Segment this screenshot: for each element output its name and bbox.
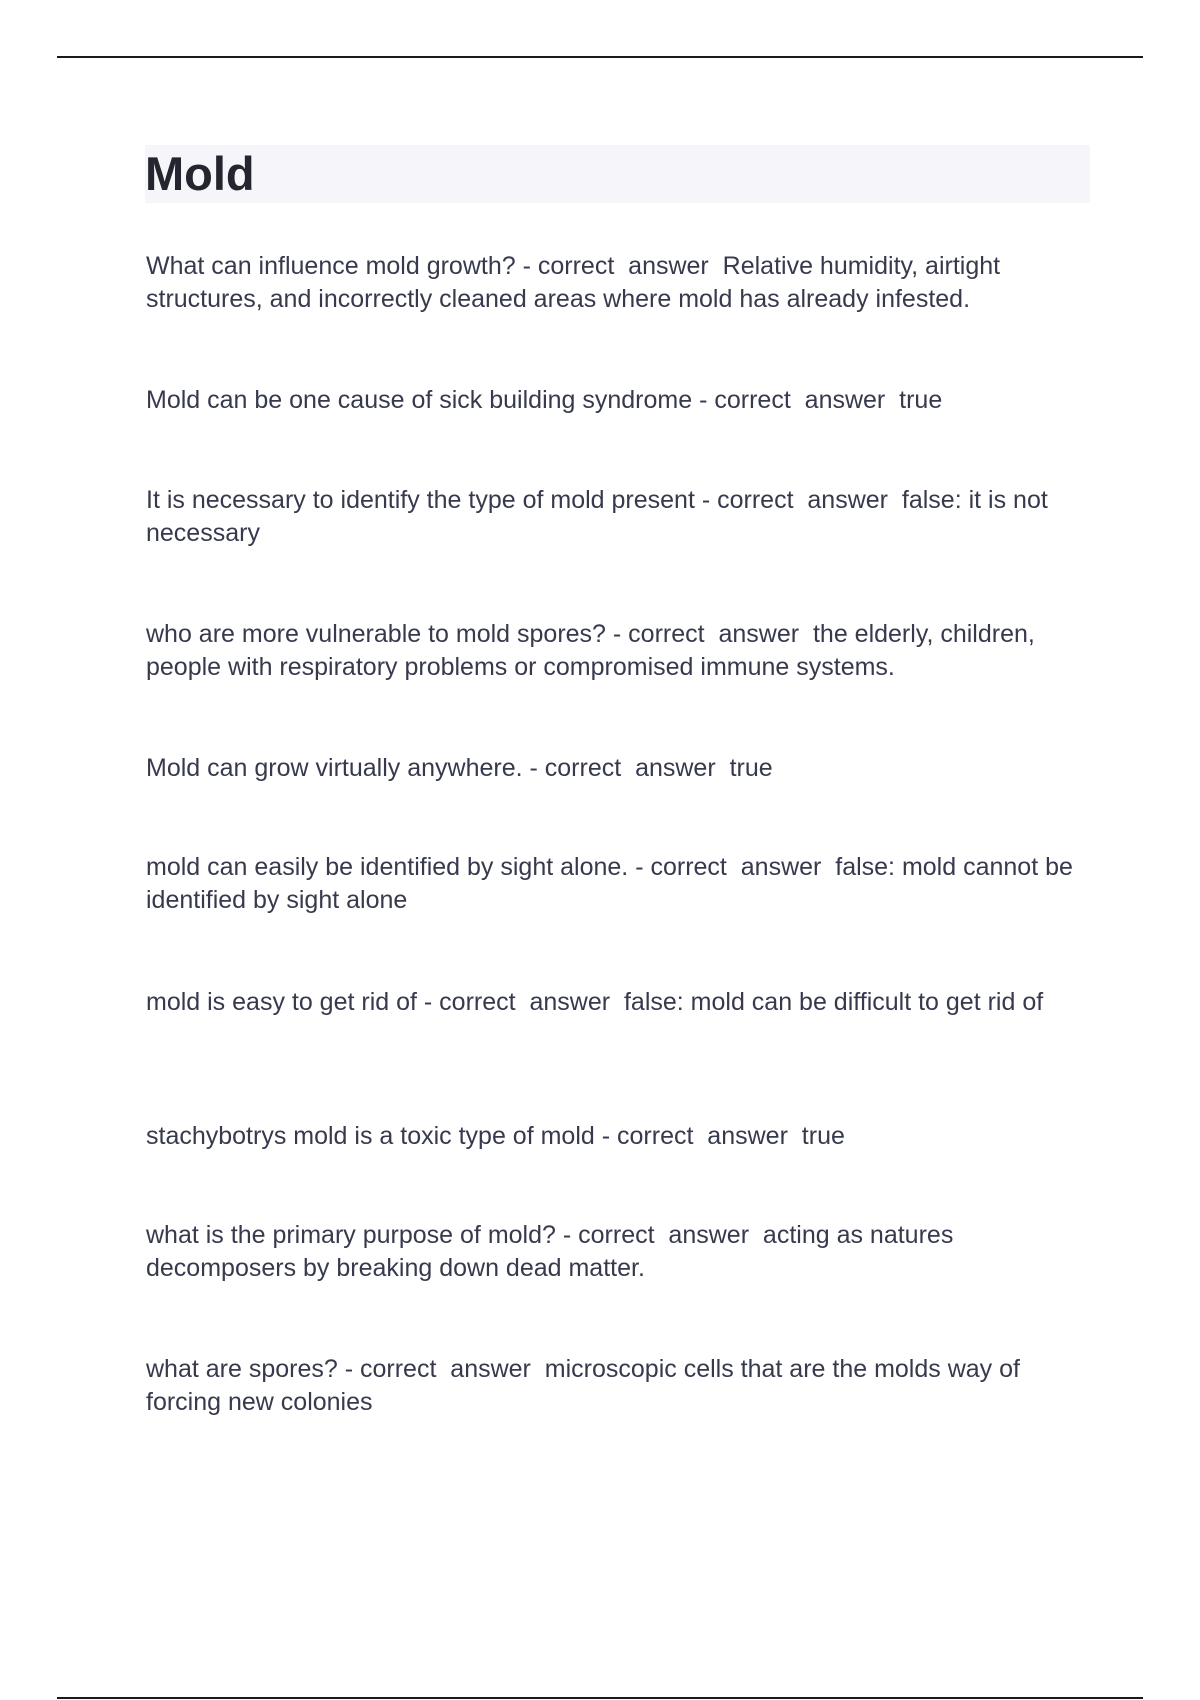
answer-separator: - correct answer — [337, 1355, 545, 1383]
question-text: what are spores? — [146, 1355, 338, 1383]
answer-separator: - correct answer — [416, 988, 624, 1016]
qa-item-2 — [146, 384, 1091, 417]
answer-text: false: mold cannot be identified by sight alone — [146, 853, 1080, 914]
qa-item-10 — [146, 1353, 1091, 1419]
answer-separator: - correct answer — [694, 486, 902, 514]
bottom-rule — [57, 1697, 1143, 1699]
question-text: mold is easy to get rid of — [146, 988, 417, 1016]
answer-text: true — [899, 386, 943, 414]
question-text: mold can easily be identified by sight alone. — [146, 853, 629, 881]
question-text: It is necessary to identify the type of mold present — [146, 486, 695, 514]
answer-text: microscopic cells that are the molds way of forcing new colonies — [146, 1355, 1027, 1416]
answer-text: false: it is not necessary — [146, 486, 1055, 547]
qa-item-6 — [146, 851, 1091, 917]
title-bar — [145, 145, 1090, 203]
question-text: Mold can grow virtually anywhere. — [146, 754, 523, 782]
qa-item-3 — [146, 484, 1091, 550]
qa-item-1 — [146, 250, 1091, 316]
answer-text: false: mold can be difficult to get rid of — [623, 988, 1044, 1016]
qa-item-9 — [146, 1219, 1091, 1285]
answer-separator: - correct answer — [692, 386, 900, 414]
answer-text: true — [729, 754, 773, 782]
answer-separator: - correct answer — [605, 620, 813, 648]
answer-text: acting as natures decomposers by breaking down dead matter. — [146, 1221, 961, 1282]
answer-text: true — [801, 1122, 845, 1150]
qa-item-4 — [146, 618, 1091, 684]
page-title: Mold — [145, 147, 255, 200]
question-text: who are more vulnerable to mold spores? — [146, 620, 606, 648]
answer-separator: - correct answer — [628, 853, 836, 881]
answer-separator: - correct answer — [522, 754, 730, 782]
top-rule — [57, 56, 1143, 58]
answer-separator: - correct answer — [515, 252, 723, 280]
answer-text: the elderly, children, people with respiratory problems or compromised immune systems. — [146, 620, 1042, 681]
qa-item-8 — [146, 1120, 1091, 1153]
question-text: Mold can be one cause of sick building syndrome — [146, 386, 693, 414]
answer-separator: - correct answer — [555, 1221, 763, 1249]
question-text: What can influence mold growth? — [146, 252, 516, 280]
answer-separator: - correct answer — [594, 1122, 802, 1150]
question-text: what is the primary purpose of mold? — [146, 1221, 556, 1249]
qa-item-5 — [146, 752, 1091, 785]
qa-item-7 — [146, 986, 1091, 1019]
question-text: stachybotrys mold is a toxic type of mold — [146, 1122, 595, 1150]
answer-text: Relative humidity, airtight structures, and incorrectly cleaned areas where mold has already infested. — [146, 252, 1008, 313]
